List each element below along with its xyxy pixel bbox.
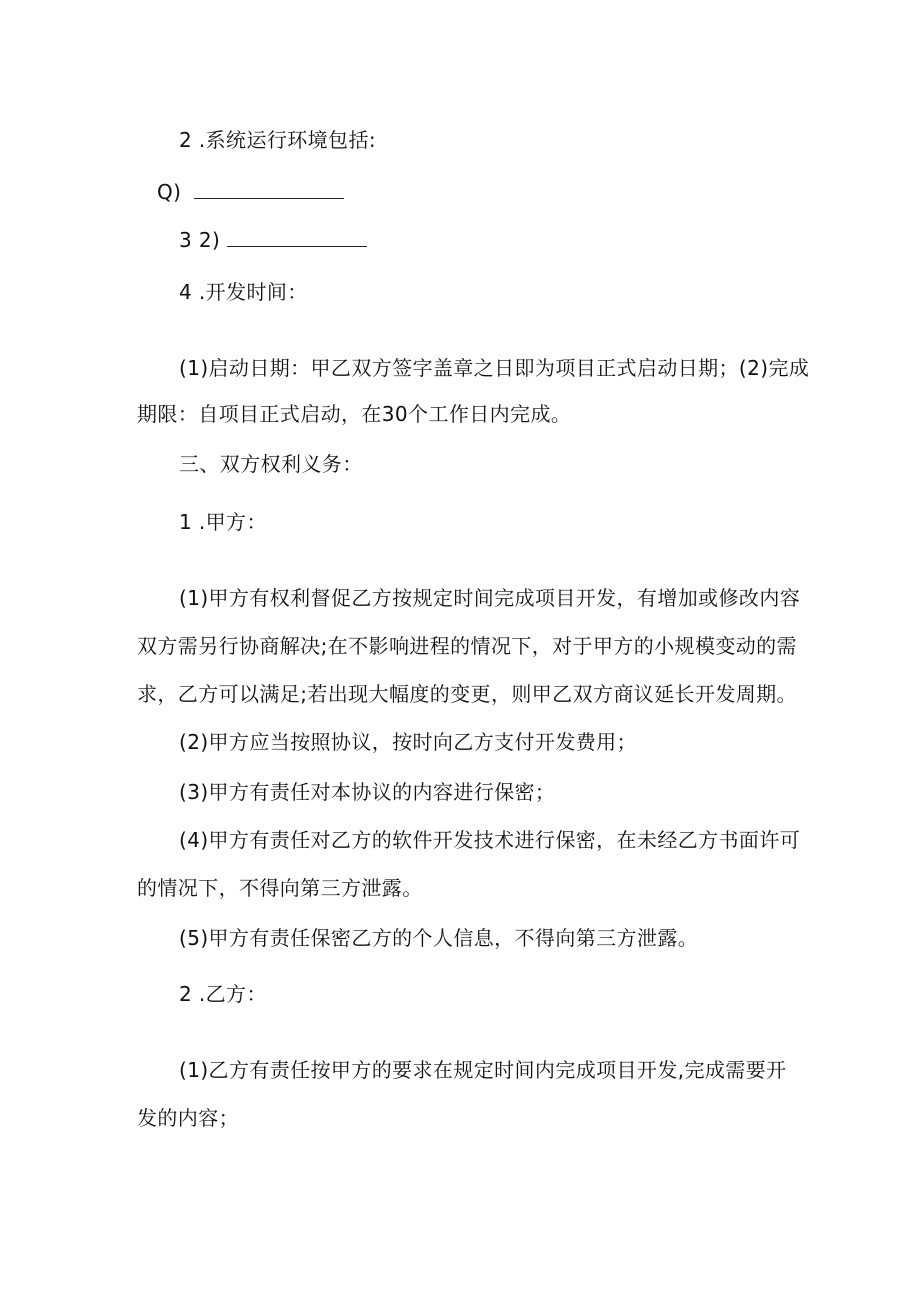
env-item-q bbox=[157, 178, 344, 206]
section-2-heading: 2 .系统运行环境包括: bbox=[179, 128, 376, 152]
party-a-item4-line1: (4)甲方有责任对乙方的软件开发技术进行保密，在未经乙方书面许可 bbox=[179, 828, 801, 852]
party-b-item1-line1: (1)乙方有责任按甲方的要求在规定时间内完成项目开发,完成需要开 bbox=[179, 1058, 787, 1082]
env-item-2-label: 3 2) bbox=[179, 228, 221, 252]
env-item-q-blank bbox=[194, 178, 344, 199]
env-item-q-label: Q) bbox=[157, 180, 182, 204]
section-4-heading: 4 .开发时间： bbox=[179, 280, 308, 304]
party-a-item4-line2: 的情况下，不得向第三方泄露。 bbox=[137, 876, 423, 900]
party-a-heading: 1 .甲方： bbox=[179, 510, 267, 534]
party-b-heading: 2 .乙方： bbox=[179, 982, 267, 1006]
party-b-item1-line2: 发的内容； bbox=[137, 1106, 239, 1130]
party-a-item2: (2)甲方应当按照协议，按时向乙方支付开发费用； bbox=[179, 730, 637, 754]
rights-obligations-heading: 三、双方权利义务： bbox=[179, 452, 363, 476]
party-a-item5: (5)甲方有责任保密乙方的个人信息，不得向第三方泄露。 bbox=[179, 926, 699, 950]
env-item-2 bbox=[179, 226, 367, 254]
party-a-item1-line3: 求，乙方可以满足;若出现大幅度的变更，则甲乙双方商议延长开发周期。 bbox=[137, 682, 797, 706]
env-item-2-blank bbox=[227, 226, 367, 247]
dev-time-para-line1: (1)启动日期：甲乙双方签字盖章之日即为项目正式启动日期；(2)完成 bbox=[179, 356, 810, 380]
party-a-item3: (3)甲方有责任对本协议的内容进行保密； bbox=[179, 780, 556, 804]
party-a-item1-line1: (1)甲方有权利督促乙方按规定时间完成项目开发，有增加或修改内容 bbox=[179, 586, 801, 610]
party-a-item1-line2: 双方需另行协商解决;在不影响进程的情况下，对于甲方的小规模变动的需 bbox=[137, 634, 797, 658]
dev-time-para-line2: 期限：自项目正式启动，在30个工作日内完成。 bbox=[137, 402, 572, 426]
